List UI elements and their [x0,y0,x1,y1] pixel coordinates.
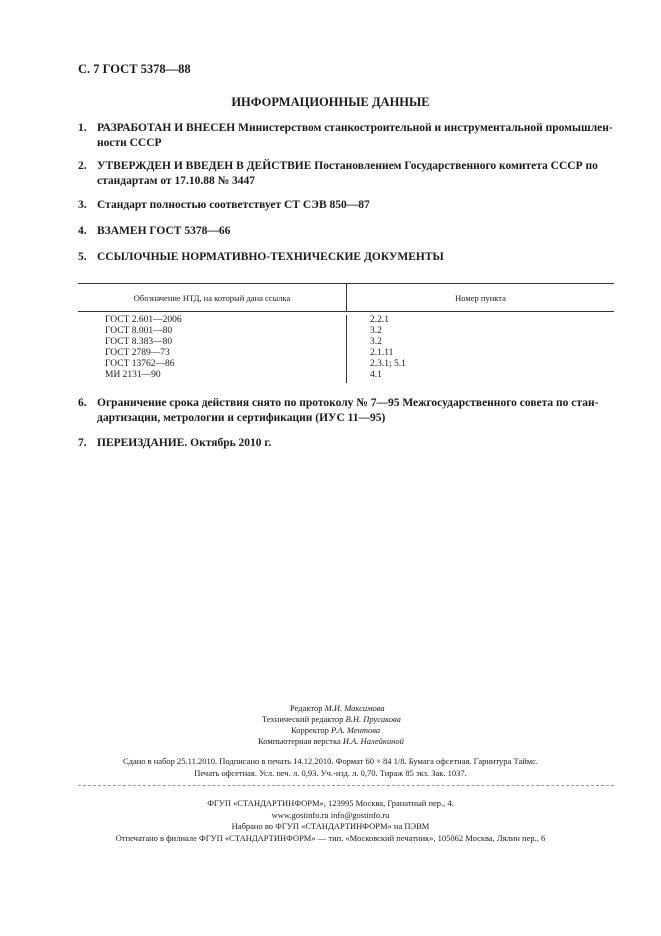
publisher-line: www.gostinfo.ru info@gostinfo.ru [271,809,390,820]
table-body [78,312,614,383]
publisher-line: Набрано во ФГУП «СТАНДАРТИНФОРМ» на ПЭВМ [231,821,430,831]
section-title: ИНФОРМАЦИОННЫЕ ДАННЫЕ [231,95,430,109]
list-item [78,436,618,451]
item-text: ВЗАМЕН ГОСТ 5378—66 [97,225,231,237]
credit-name: И.А. Налейкиной [342,736,404,746]
publisher-block [0,798,661,844]
table-header-row [78,284,614,312]
item-number: 6. [78,397,87,409]
list-item [78,396,618,426]
credit-line [0,736,661,747]
publisher-line: Отпечатано в филиале ФГУП «СТАНДАРТИНФОРМ» — тип. «Московский печатник», 105062 Москва, Лялин пер., 6 [115,832,546,843]
item-number: 5. [78,251,87,263]
credit-line [0,725,661,736]
print-info-line: Печать офсетная. Усл. печ. л. 0,93. Уч.-изд. л. 0,70. Тираж 85 экз. Зак. 1037. [194,768,467,778]
table-cell: 2.2.1 [370,315,389,325]
item-number: 3. [78,199,87,211]
column-header-document: Обозначение НТД, на который дана ссылка [78,284,347,311]
list-item [78,121,618,151]
credit-role: Компьютерная верстка [258,736,341,746]
table-cell: 4.1 [370,370,382,380]
item-text: УТВЕРЖДЕН И ВВЕДЕН В ДЕЙСТВИЕ Постановлением Государственного комитета СССР по стандартам от 17.10.88 № 3447 [97,160,598,187]
divider [78,785,614,786]
item-text: Стандарт полностью соответствует СТ СЭВ 850—87 [97,199,370,211]
references-table [78,283,614,383]
credit-line [0,703,661,714]
credit-role: Редактор [290,703,323,713]
item-number: 7. [78,437,87,449]
credit-line [0,714,661,725]
table-cell: 3.2 [370,337,382,347]
credit-role: Корректор [291,725,329,735]
table-cell: ГОСТ 2789—73 [105,348,170,358]
print-info [0,755,661,779]
list-item [78,159,618,189]
table-cell: 2.3.1; 5.1 [370,359,406,369]
list-item [78,224,618,239]
clause-column [347,315,614,383]
credit-name: М.И. Максимова [324,703,385,713]
table-cell: ГОСТ 8.001—80 [105,326,173,336]
item-number: 1. [78,122,87,134]
table-cell: ГОСТ 8.383—80 [105,337,173,347]
item-text: ПЕРЕИЗДАНИЕ. Октябрь 2010 г. [97,437,272,449]
item-text: РАЗРАБОТАН И ВНЕСЕН Министерством станкостроительной и инструментальной промышлен-ности СССР [97,122,613,149]
credit-name: В.Н. Прусакова [345,714,401,724]
item-text: Ограничение срока действия снято по протоколу № 7—95 Межгосударственного совета по стан-дартизации, метрологии и сертификации (ИУС 11—95) [97,397,599,424]
item-number: 4. [78,225,87,237]
table-cell: ГОСТ 2.601—2006 [105,315,182,325]
list-item [78,250,618,265]
table-cell: ГОСТ 13762—86 [105,359,175,369]
table-cell: МИ 2131—90 [105,370,161,380]
credit-name: Р.А. Ментова [331,725,381,735]
item-text: ССЫЛОЧНЫЕ НОРМАТИВНО-ТЕХНИЧЕСКИЕ ДОКУМЕНТЫ [97,251,444,263]
item-number: 2. [78,160,87,172]
list-item [78,198,618,213]
publisher-line: ФГУП «СТАНДАРТИНФОРМ», 123995 Москва, Гранатный пер., 4. [207,798,454,808]
document-column [78,315,347,383]
credits-block [0,703,661,747]
print-info-line: Сдано в набор 25.11.2010. Подписано в печать 14.12.2010. Формат 60 × 84 1/8. Бумага офсетная. Гарнитура Таймс. [122,756,539,766]
column-header-clause: Номер пункта [455,292,506,303]
table-cell: 2.1.11 [370,348,394,358]
credit-role: Технический редактор [262,714,344,724]
table-cell: 3.2 [370,326,382,336]
page-header: С. 7 ГОСТ 5378—88 [78,62,191,76]
